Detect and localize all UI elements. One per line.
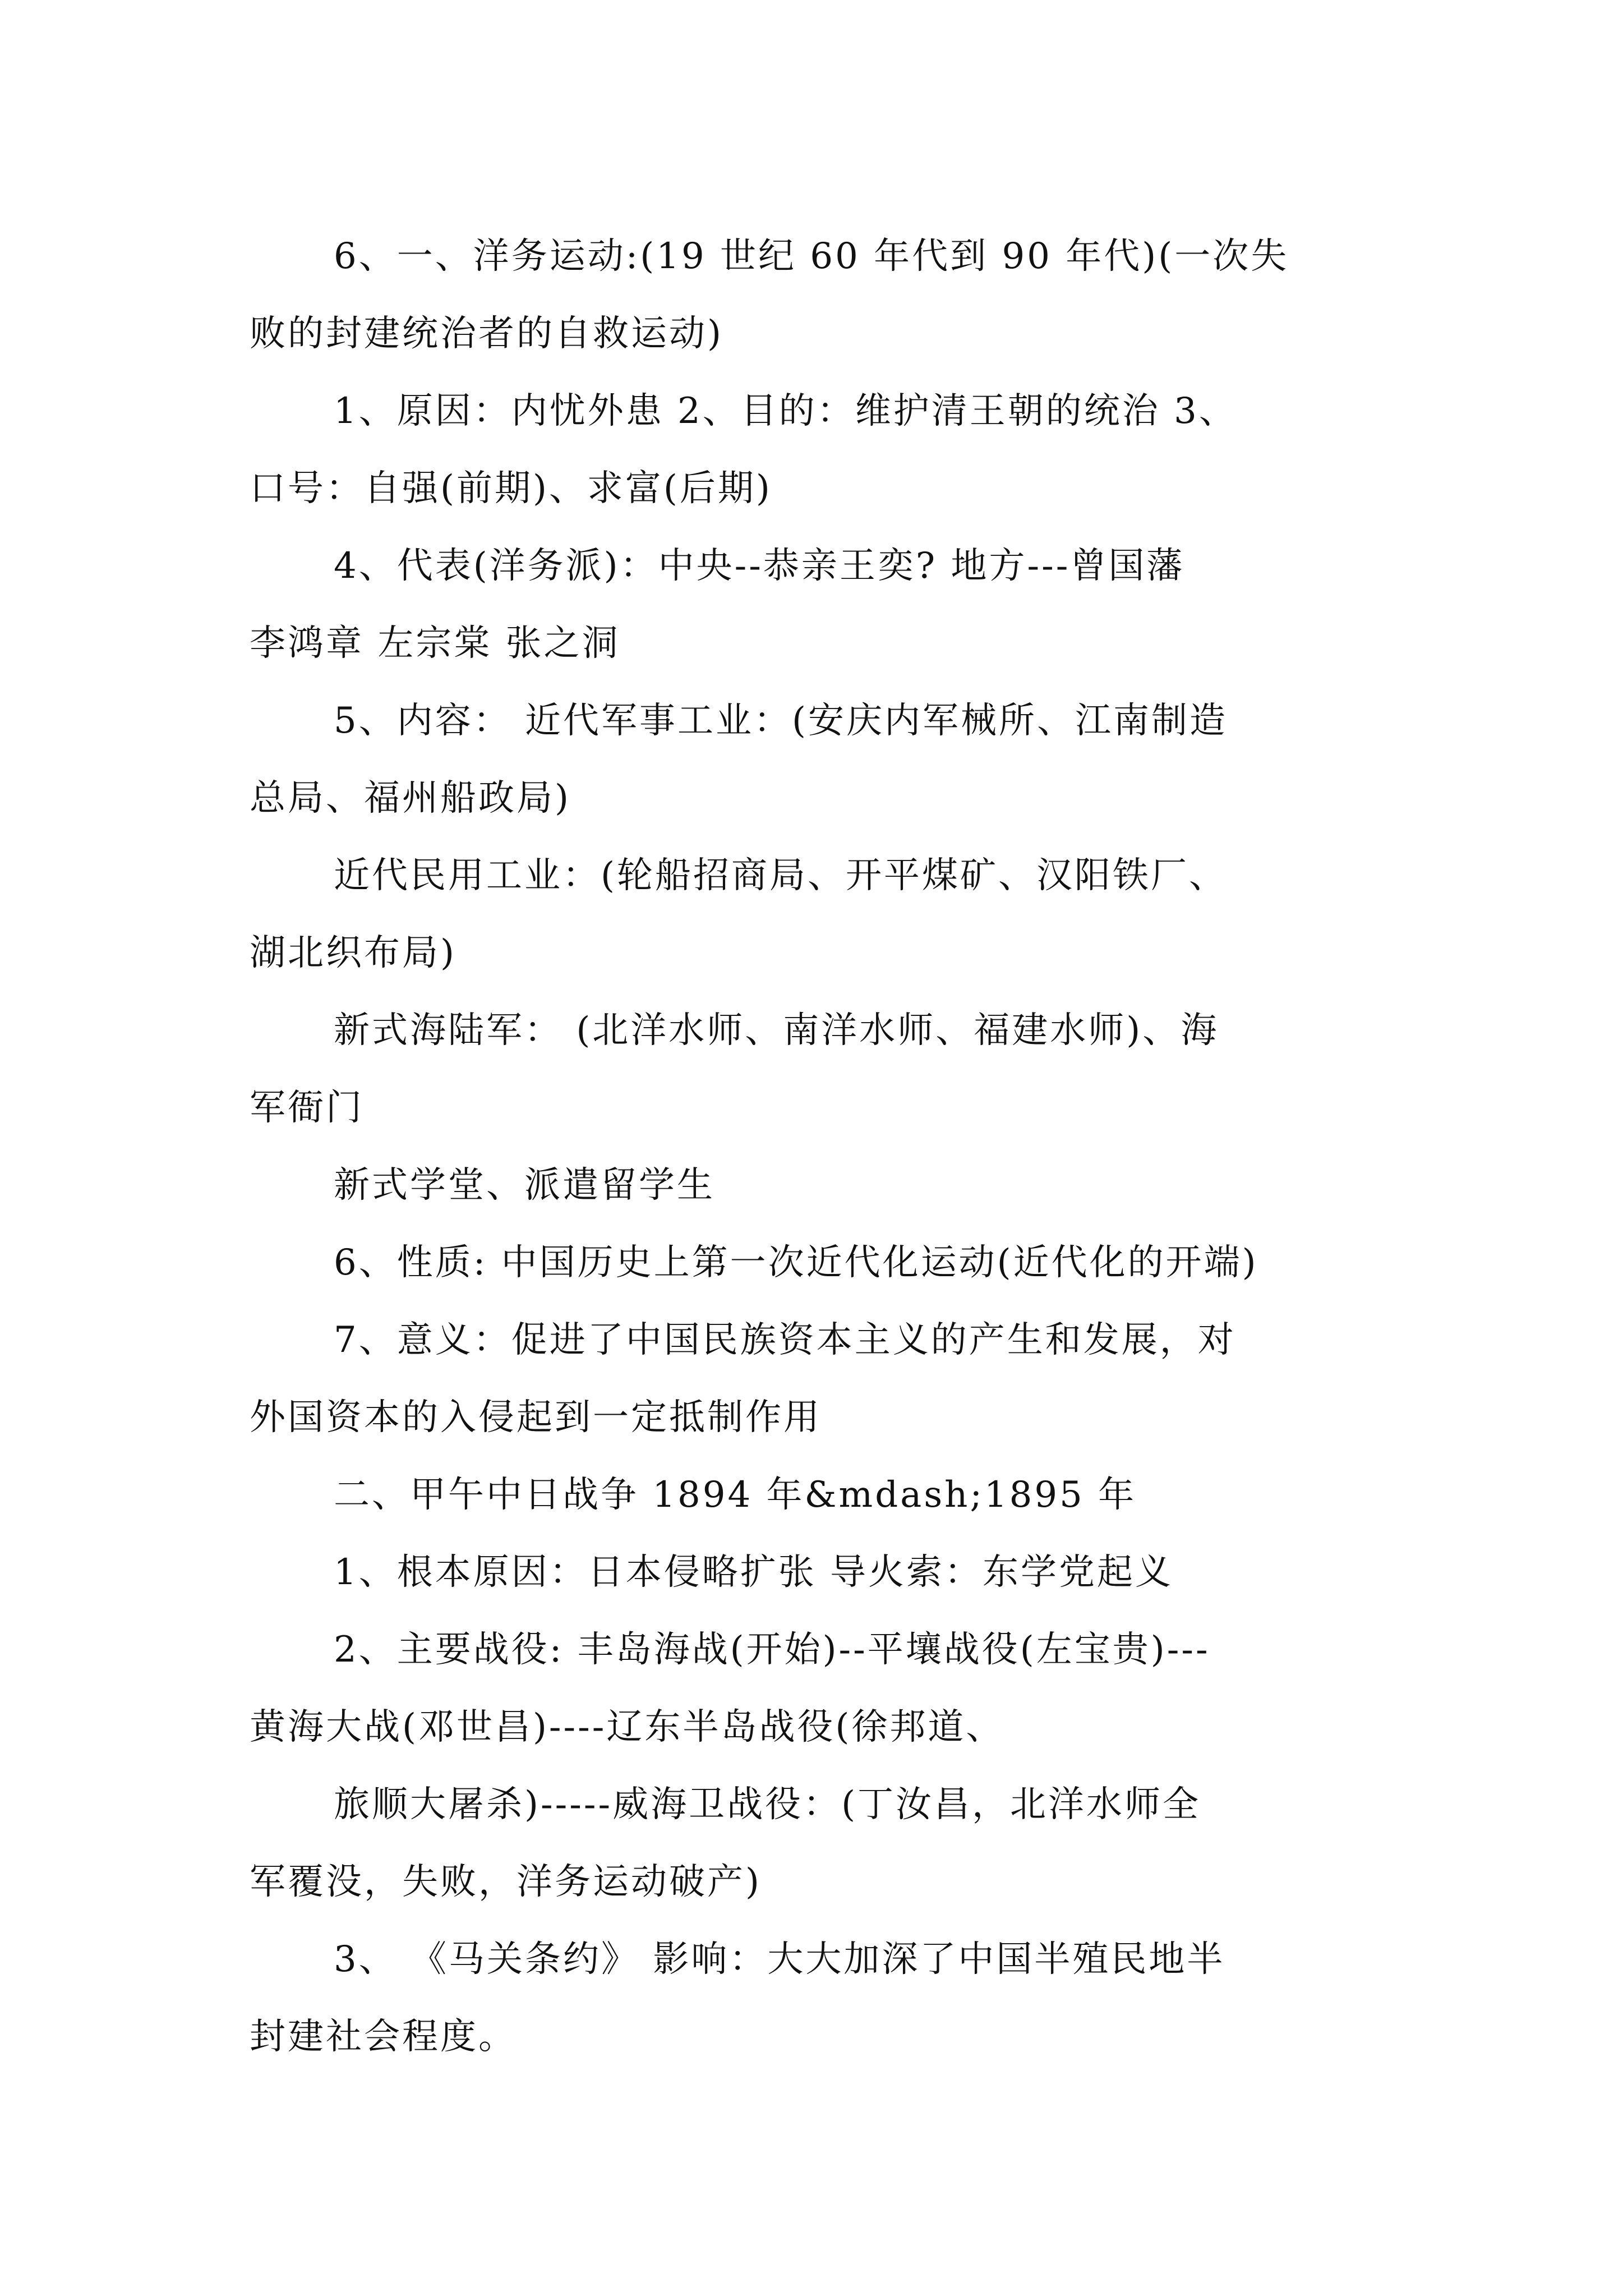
text-line: 1、原因：内忧外患 2、目的：维护清王朝的统治 3、 (334, 390, 1237, 432)
text-line: 7、意义：促进了中国民族资本主义的产生和发展，对 (334, 1319, 1236, 1361)
text-line: 封建社会程度。 (250, 2016, 517, 2058)
text-line: 近代民用工业：(轮船招商局、开平煤矿、汉阳铁厂、 (334, 855, 1227, 896)
text-line: 旅顺大屠杀)-----威海卫战役：(丁汝昌，北洋水师全 (334, 1784, 1201, 1825)
text-line: 湖北织布局) (250, 932, 457, 974)
text-line: 二、甲午中日战争 1894 年&mdash;1895 年 (334, 1474, 1137, 1516)
text-line: 总局、福州船政局) (250, 777, 571, 819)
text-line: 5、内容： 近代军事工业：(安庆内军械所、江南制造 (334, 700, 1228, 742)
text-line: 军衙门 (250, 1087, 364, 1129)
text-line: 6、性质: 中国历史上第一次近代化运动(近代化的开端) (334, 1242, 1258, 1283)
document-body (250, 218, 1377, 2076)
text-line: 4、代表(洋务派)：中央--恭亲王奕? 地方---曾国藩 (334, 545, 1185, 587)
text-line: 外国资本的入侵起到一定抵制作用 (250, 1397, 822, 1438)
text-line: 2、主要战役: 丰岛海战(开始)--平壤战役(左宝贵)--- (334, 1629, 1210, 1671)
text-line: 3、 《马关条约》 影响：大大加深了中国半殖民地半 (334, 1939, 1225, 1980)
text-line: 败的封建统治者的自救运动) (250, 313, 723, 355)
text-line: 军覆没，失败，洋务运动破产) (250, 1861, 762, 1903)
text-line: 新式学堂、派遣留学生 (334, 1165, 715, 1206)
text-line: 6、一、洋务运动:(19 世纪 60 年代到 90 年代)(一次失 (334, 236, 1289, 277)
text-line: 黄海大战(邓世昌)----辽东半岛战役(徐邦道、 (250, 1706, 1004, 1748)
text-line: 口号：自强(前期)、求富(后期) (250, 468, 772, 509)
text-line: 新式海陆军： (北洋水师、南洋水师、福建水师)、海 (334, 1010, 1219, 1051)
text-line: 1、根本原因：日本侵略扩张 导火索：东学党起义 (334, 1552, 1174, 1593)
text-line: 李鸿章 左宗棠 张之洞 (250, 623, 620, 664)
